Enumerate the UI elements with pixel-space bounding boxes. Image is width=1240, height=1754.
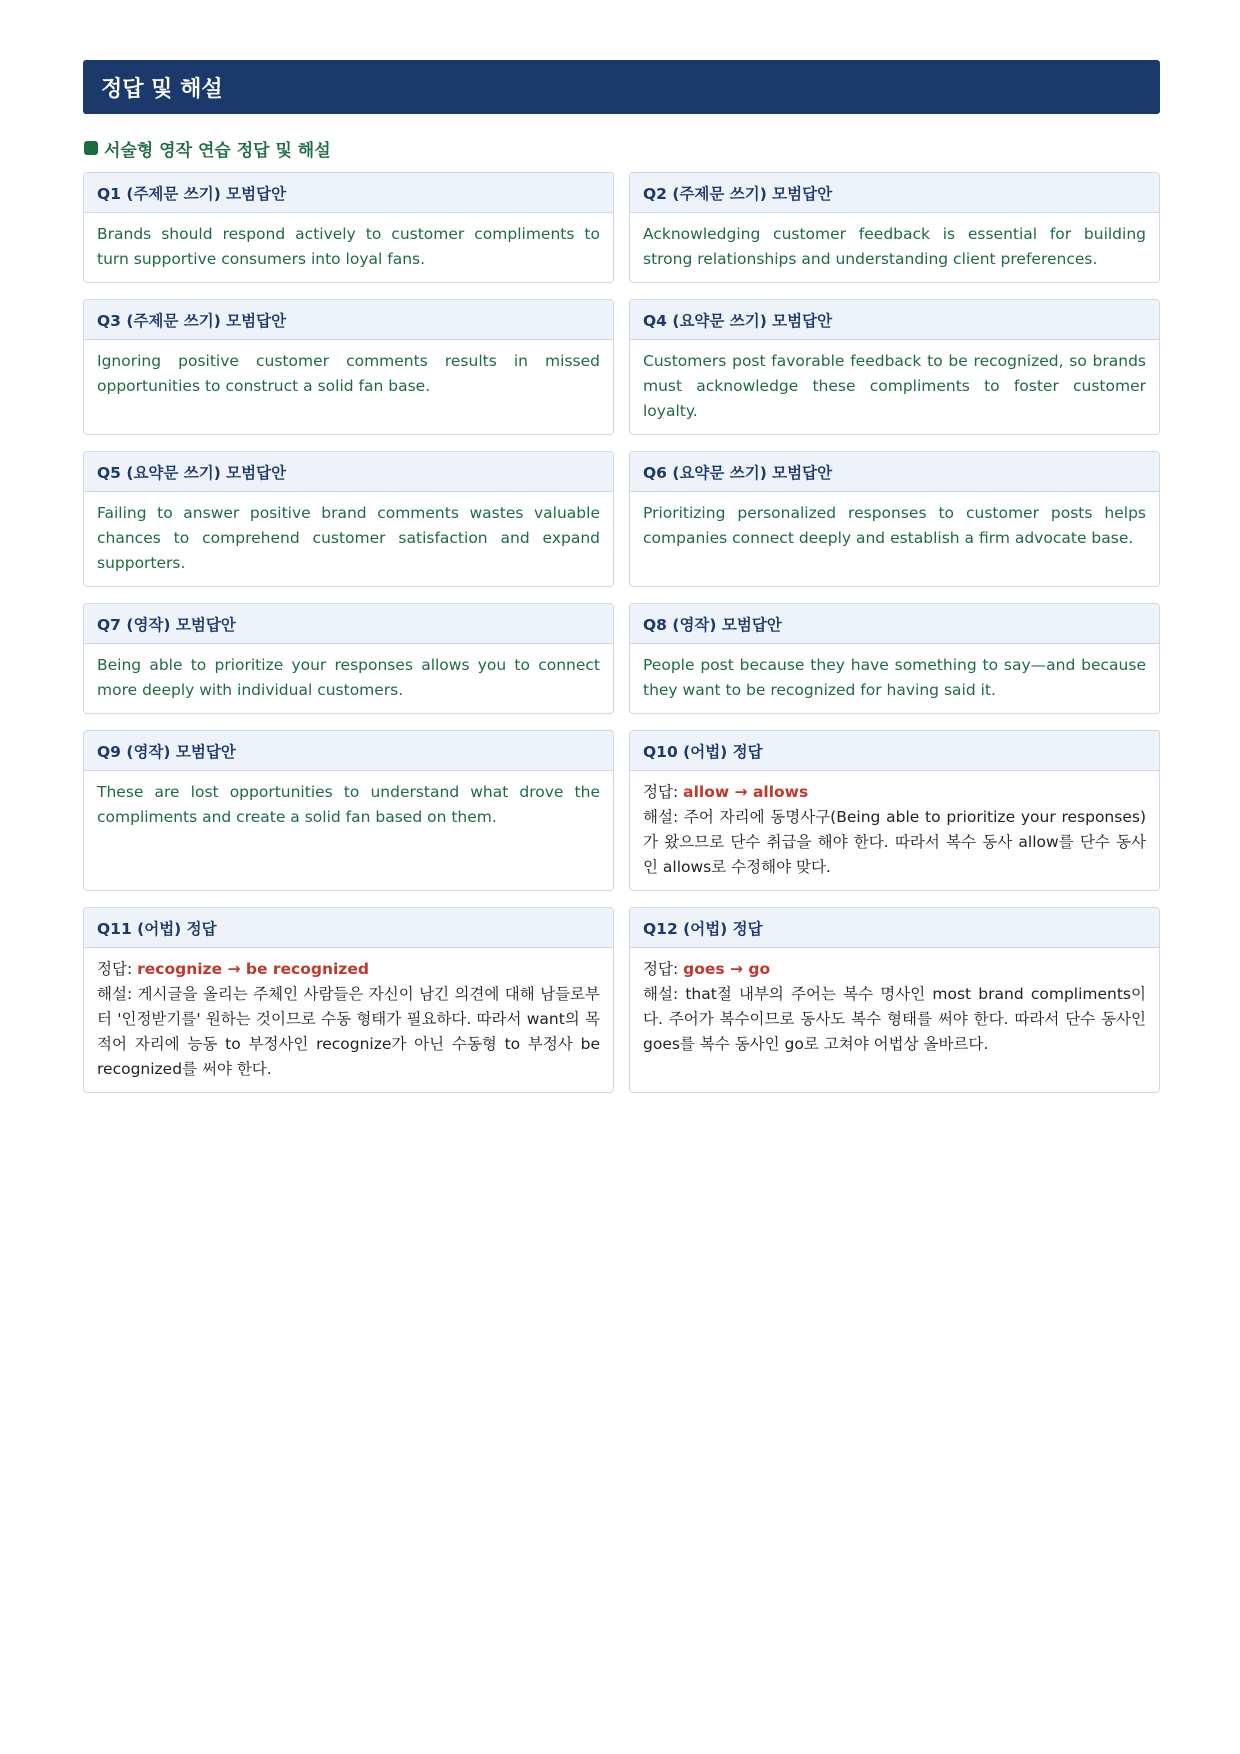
answer-card-q2 [629, 172, 1160, 283]
model-answer-text: Customers post favorable feedback to be recognized, so brands must acknowledge these compliments to foster customer loyalty. [643, 352, 1146, 420]
answer-label: 정답: [643, 960, 684, 978]
answer-card-q8 [629, 603, 1160, 714]
grammar-answer-body [630, 771, 1159, 890]
card-title: Q10 (어법) 정답 [630, 731, 1159, 771]
answer-label: 정답: [643, 783, 684, 801]
title-bar [83, 60, 1160, 114]
card-title: Q12 (어법) 정답 [630, 908, 1159, 948]
answer-card-q9 [83, 730, 614, 891]
grammar-answer-body [630, 948, 1159, 1092]
card-title: Q9 (영작) 모범답안 [84, 731, 613, 771]
section-header [83, 136, 1160, 160]
model-answer-text: Brands should respond actively to customer compliments to turn supportive consumers into loyal fans. [97, 225, 600, 268]
answer-label: 정답: [97, 960, 138, 978]
answer-card-q3 [83, 299, 614, 435]
explanation-text: 해설: 게시글을 올리는 주체인 사람들은 자신이 남긴 의견에 대해 남들로부터 '인정받기를' 원하는 것이므로 수동 형태가 필요하다. 따라서 want의 목적어 자리에 능동 to 부정사인 recognize가 아닌 수동형 to 부정사 be recognized를 써야 한다. [97, 985, 600, 1078]
answer-card-q5 [83, 451, 614, 587]
page-title: 정답 및 해설 [101, 76, 223, 102]
card-title: Q7 (영작) 모범답안 [84, 604, 613, 644]
card-title: Q3 (주제문 쓰기) 모범답안 [84, 300, 613, 340]
model-answer-text: Ignoring positive customer comments results in missed opportunities to construct a solid fan base. [97, 352, 600, 395]
card-title: Q6 (요약문 쓰기) 모범답안 [630, 452, 1159, 492]
model-answer-text: People post because they have something to say—and because they want to be recognized for having said it. [643, 656, 1146, 699]
answer-card-q10 [629, 730, 1160, 891]
answer-card-q6 [629, 451, 1160, 587]
answer-line [97, 957, 600, 982]
square-bullet-icon [84, 141, 98, 155]
answer-card-q12 [629, 907, 1160, 1093]
card-title: Q5 (요약문 쓰기) 모범답안 [84, 452, 613, 492]
card-title: Q1 (주제문 쓰기) 모범답안 [84, 173, 613, 213]
answer-sheet-page [83, 60, 1160, 1093]
model-answer-text: These are lost opportunities to understand what drove the compliments and create a solid fan based on them. [97, 783, 600, 826]
answer-card-q11 [83, 907, 614, 1093]
answer-line [643, 780, 1146, 805]
answer-card-q4 [629, 299, 1160, 435]
section-title: 서술형 영작 연습 정답 및 해설 [104, 140, 331, 161]
answer-line [643, 957, 1146, 982]
card-title: Q8 (영작) 모범답안 [630, 604, 1159, 644]
model-answer-text: Failing to answer positive brand comments wastes valuable chances to comprehend customer satisfaction and expand supporters. [97, 504, 600, 572]
answer-card-q7 [83, 603, 614, 714]
model-answer-text: Being able to prioritize your responses allows you to connect more deeply with individual customers. [97, 656, 600, 699]
explanation-text: 해설: that절 내부의 주어는 복수 명사인 most brand compliments이다. 주어가 복수이므로 동사도 복수 형태를 써야 한다. 따라서 단수 동사인 goes를 복수 동사인 go로 고쳐야 어법상 올바르다. [643, 985, 1146, 1053]
answer-card-q1 [83, 172, 614, 283]
card-title: Q2 (주제문 쓰기) 모범답안 [630, 173, 1159, 213]
correct-answer: allow → allows [683, 783, 809, 801]
answer-grid [83, 172, 1160, 1093]
correct-answer: recognize → be recognized [137, 960, 369, 978]
explanation-text: 해설: 주어 자리에 동명사구(Being able to prioritize your responses)가 왔으므로 단수 취급을 해야 한다. 따라서 복수 동사 allow를 단수 동사인 allows로 수정해야 맞다. [643, 808, 1146, 876]
model-answer-text: Acknowledging customer feedback is essential for building strong relationships and understanding client preferences. [643, 225, 1146, 268]
card-title: Q4 (요약문 쓰기) 모범답안 [630, 300, 1159, 340]
correct-answer: goes → go [683, 960, 771, 978]
model-answer-text: Prioritizing personalized responses to customer posts helps companies connect deeply and establish a firm advocate base. [643, 504, 1146, 547]
grammar-answer-body [84, 948, 613, 1092]
card-title: Q11 (어법) 정답 [84, 908, 613, 948]
